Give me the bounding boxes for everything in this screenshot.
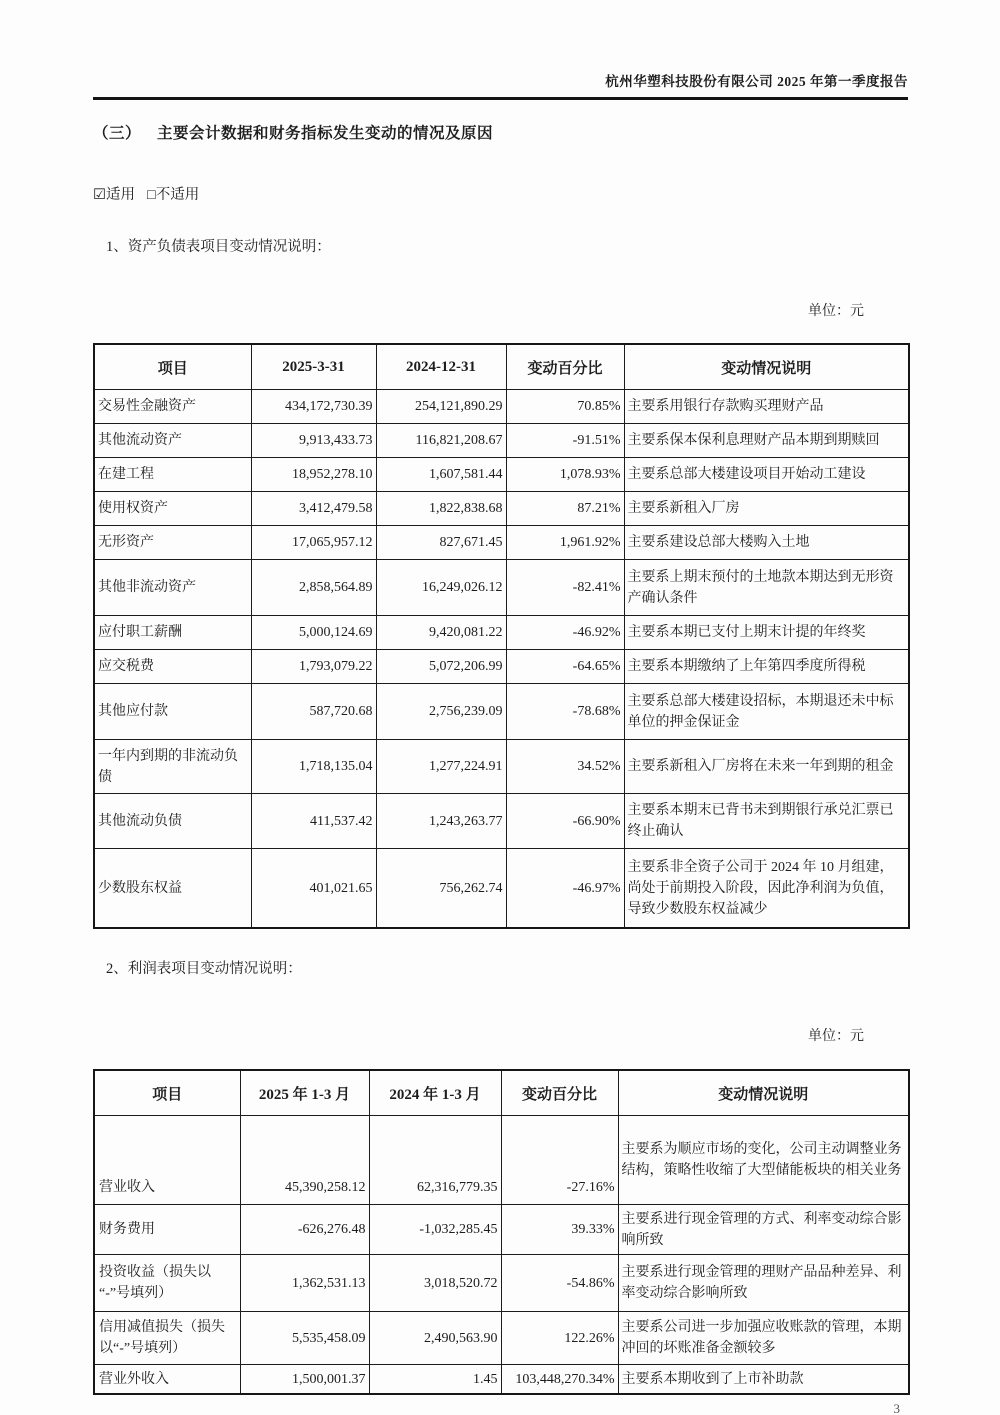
col-header-current: 2025 年 1-3 月 (240, 1070, 369, 1116)
not-applicable-unchecked-label: □不适用 (147, 187, 200, 203)
col-header-remark: 变动情况说明 (618, 1070, 909, 1116)
unit-label-1: 单位：元 (808, 304, 864, 319)
prior-value-cell: 1,822,838.68 (376, 492, 506, 526)
current-value-cell: 5,000,124.69 (251, 616, 376, 650)
item-cell: 应交税费 (94, 650, 251, 684)
table-row (94, 1205, 909, 1255)
remark-cell: 主要系总部大楼建设招标，本期退还未中标单位的押金保证金 (624, 684, 909, 740)
current-value-cell: -626,276.48 (240, 1205, 369, 1255)
remark-cell: 主要系本期缴纳了上年第四季度所得税 (624, 650, 909, 684)
remark-cell: 主要系本期已支付上期末计提的年终奖 (624, 616, 909, 650)
table-row (94, 424, 909, 458)
remark-cell: 主要系新租入厂房 (624, 492, 909, 526)
percent-change-cell: 39.33% (501, 1205, 618, 1255)
item-cell: 交易性金融资产 (94, 390, 251, 424)
current-value-cell: 1,718,135.04 (251, 740, 376, 794)
current-value-cell: 1,362,531.13 (240, 1255, 369, 1312)
table-row (94, 650, 909, 684)
item-cell: 少数股东权益 (94, 849, 251, 929)
prior-value-cell: 254,121,890.29 (376, 390, 506, 424)
col-header-percent: 变动百分比 (506, 344, 624, 390)
balance-sheet-changes-table (93, 343, 910, 929)
current-value-cell: 1,500,001.37 (240, 1365, 369, 1395)
prior-value-cell: 1,607,581.44 (376, 458, 506, 492)
income-statement-note: 2、利润表项目变动情况说明： (106, 961, 302, 977)
income-statement-changes-table (93, 1069, 910, 1395)
col-header-percent: 变动百分比 (501, 1070, 618, 1116)
item-cell: 无形资产 (94, 526, 251, 560)
item-cell: 营业收入 (94, 1116, 240, 1205)
percent-change-cell: -66.90% (506, 794, 624, 849)
percent-change-cell: -46.97% (506, 849, 624, 929)
unit-label-2: 单位：元 (808, 1029, 864, 1044)
item-cell: 其他应付款 (94, 684, 251, 740)
applicable-checked-label: ☑适用 (93, 187, 135, 203)
remark-cell: 主要系用银行存款购买理财产品 (624, 390, 909, 424)
col-header-prior: 2024 年 1-3 月 (369, 1070, 501, 1116)
current-value-cell: 45,390,258.12 (240, 1116, 369, 1205)
item-cell: 在建工程 (94, 458, 251, 492)
item-cell: 其他非流动资产 (94, 560, 251, 616)
prior-value-cell: 827,671.45 (376, 526, 506, 560)
prior-value-cell: 62,316,779.35 (369, 1116, 501, 1205)
remark-cell: 主要系保本保利息理财产品本期到期赎回 (624, 424, 909, 458)
remark-cell: 主要系进行现金管理的方式、利率变动综合影响所致 (618, 1205, 909, 1255)
percent-change-cell: -82.41% (506, 560, 624, 616)
prior-value-cell: 756,262.74 (376, 849, 506, 929)
percent-change-cell: 34.52% (506, 740, 624, 794)
section-title: 主要会计数据和财务指标发生变动的情况及原因 (157, 125, 494, 142)
prior-value-cell: 5,072,206.99 (376, 650, 506, 684)
percent-change-cell: 103,448,270.34% (501, 1365, 618, 1395)
table-row (94, 684, 909, 740)
col-header-remark: 变动情况说明 (624, 344, 909, 390)
remark-cell: 主要系总部大楼建设项目开始动工建设 (624, 458, 909, 492)
current-value-cell: 587,720.68 (251, 684, 376, 740)
prior-value-cell: 116,821,208.67 (376, 424, 506, 458)
remark-cell: 主要系为顺应市场的变化，公司主动调整业务结构，策略性收缩了大型储能板块的相关业务 (618, 1116, 909, 1205)
percent-change-cell: 87.21% (506, 492, 624, 526)
current-value-cell: 401,021.65 (251, 849, 376, 929)
table-row (94, 616, 909, 650)
remark-cell: 主要系本期末已背书未到期银行承兑汇票已终止确认 (624, 794, 909, 849)
remark-cell: 主要系进行现金管理的理财产品品种差异、利率变动综合影响所致 (618, 1255, 909, 1312)
col-header-item: 项目 (94, 344, 251, 390)
remark-cell: 主要系本期收到了上市补助款 (618, 1365, 909, 1395)
table-header-row (94, 1070, 909, 1116)
item-cell: 其他流动资产 (94, 424, 251, 458)
item-cell: 投资收益（损失以“-”号填列） (94, 1255, 240, 1312)
table-row (94, 740, 909, 794)
current-value-cell: 1,793,079.22 (251, 650, 376, 684)
table-row (94, 526, 909, 560)
report-header-title: 杭州华塑科技股份有限公司 2025 年第一季度报告 (605, 74, 908, 89)
table-row (94, 1255, 909, 1312)
current-value-cell: 3,412,479.58 (251, 492, 376, 526)
table-row (94, 794, 909, 849)
remark-cell: 主要系新租入厂房将在未来一年到期的租金 (624, 740, 909, 794)
current-value-cell: 9,913,433.73 (251, 424, 376, 458)
prior-value-cell: 3,018,520.72 (369, 1255, 501, 1312)
prior-value-cell: 1.45 (369, 1365, 501, 1395)
prior-value-cell: 2,490,563.90 (369, 1312, 501, 1365)
table-row (94, 560, 909, 616)
table-row (94, 1365, 909, 1395)
remark-cell: 主要系建设总部大楼购入土地 (624, 526, 909, 560)
header-divider (93, 97, 908, 100)
remark-cell: 主要系上期末预付的土地款本期达到无形资产确认条件 (624, 560, 909, 616)
item-cell: 其他流动负债 (94, 794, 251, 849)
percent-change-cell: -91.51% (506, 424, 624, 458)
current-value-cell: 411,537.42 (251, 794, 376, 849)
percent-change-cell: -64.65% (506, 650, 624, 684)
table-header-row (94, 344, 909, 390)
page-content (93, 0, 908, 1415)
page-number: 3 (893, 1401, 900, 1415)
current-value-cell: 2,858,564.89 (251, 560, 376, 616)
percent-change-cell: 70.85% (506, 390, 624, 424)
section-heading (93, 121, 908, 143)
percent-change-cell: -54.86% (501, 1255, 618, 1312)
current-value-cell: 18,952,278.10 (251, 458, 376, 492)
remark-cell: 主要系公司进一步加强应收账款的管理，本期冲回的坏账准备金额较多 (618, 1312, 909, 1365)
table-row (94, 458, 909, 492)
table-row (94, 1312, 909, 1365)
percent-change-cell: 122.26% (501, 1312, 618, 1365)
item-cell: 财务费用 (94, 1205, 240, 1255)
prior-value-cell: -1,032,285.45 (369, 1205, 501, 1255)
table-row (94, 849, 909, 929)
col-header-prior: 2024-12-31 (376, 344, 506, 390)
item-cell: 应付职工薪酬 (94, 616, 251, 650)
section-index: （三） (93, 125, 142, 142)
percent-change-cell: 1,078.93% (506, 458, 624, 492)
percent-change-cell: -27.16% (501, 1116, 618, 1205)
table-row (94, 390, 909, 424)
col-header-item: 项目 (94, 1070, 240, 1116)
prior-value-cell: 1,243,263.77 (376, 794, 506, 849)
current-value-cell: 17,065,957.12 (251, 526, 376, 560)
prior-value-cell: 1,277,224.91 (376, 740, 506, 794)
prior-value-cell: 9,420,081.22 (376, 616, 506, 650)
current-value-cell: 434,172,730.39 (251, 390, 376, 424)
balance-sheet-note: 1、资产负债表项目变动情况说明： (106, 239, 331, 255)
remark-cell: 主要系非全资子公司于 2024 年 10 月组建，尚处于前期投入阶段，因此净利润为负值，导致少数股东权益减少 (624, 849, 909, 929)
item-cell: 一年内到期的非流动负债 (94, 740, 251, 794)
col-header-current: 2025-3-31 (251, 344, 376, 390)
applicability-line (93, 183, 908, 204)
percent-change-cell: 1,961.92% (506, 526, 624, 560)
percent-change-cell: -46.92% (506, 616, 624, 650)
percent-change-cell: -78.68% (506, 684, 624, 740)
item-cell: 信用减值损失（损失以“-”号填列） (94, 1312, 240, 1365)
item-cell: 营业外收入 (94, 1365, 240, 1395)
table-row (94, 1116, 909, 1205)
item-cell: 使用权资产 (94, 492, 251, 526)
current-value-cell: 5,535,458.09 (240, 1312, 369, 1365)
table-row (94, 492, 909, 526)
prior-value-cell: 2,756,239.09 (376, 684, 506, 740)
prior-value-cell: 16,249,026.12 (376, 560, 506, 616)
